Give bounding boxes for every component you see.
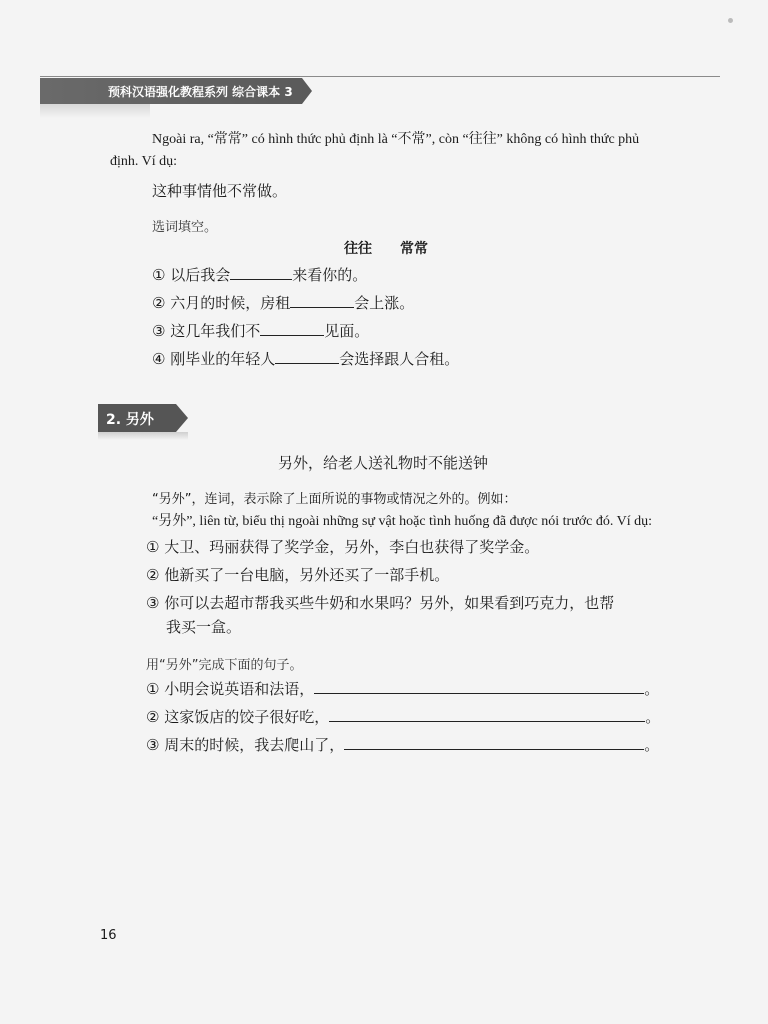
item-number: ① (152, 266, 166, 284)
item-text-before: 这几年我们不 (170, 322, 261, 340)
item-text: 小明会说英语和法语， (164, 680, 315, 698)
item-number: ③ (146, 594, 160, 612)
example-text: 大卫、玛丽获得了奖学金，另外，李白也获得了奖学金。 (164, 538, 540, 556)
exercise1-item-1 (152, 264, 367, 285)
exercise2-item-3 (146, 734, 659, 755)
item-number: ② (146, 566, 160, 584)
section2-title: 另外，给老人送礼物时不能送钟 (278, 454, 489, 472)
fill-blank[interactable] (290, 307, 354, 308)
item-end: 。 (644, 680, 660, 698)
exercise1-item-3 (152, 320, 369, 341)
page-number: 16 (100, 928, 117, 943)
example-2 (146, 564, 449, 585)
fill-blank[interactable] (230, 279, 292, 280)
section-tag-shadow (98, 432, 188, 440)
example-1 (146, 536, 539, 557)
note-line-2: định. Ví dụ: (110, 154, 178, 169)
item-number: ③ (152, 322, 166, 340)
item-text-after: 见面。 (324, 322, 370, 340)
item-text-before: 刚毕业的年轻人 (170, 350, 276, 368)
item-end: 。 (645, 708, 661, 726)
item-number: ② (146, 708, 160, 726)
exercise2-item-2 (146, 706, 660, 727)
example-3 (146, 592, 614, 613)
item-text-after: 会选择跟人合租。 (339, 350, 460, 368)
item-end: 。 (644, 736, 660, 754)
item-number: ③ (146, 736, 160, 754)
item-text: 这家饭店的饺子很好吃， (164, 708, 330, 726)
item-number: ① (146, 680, 160, 698)
section2-explain-vi: “另外”, liên từ, biểu thị ngoài những sự vật hoặc tình huống đã được nói trước đó. Ví dụ: (152, 514, 653, 529)
answer-line[interactable] (314, 693, 644, 694)
answer-line[interactable] (344, 749, 644, 750)
exercise1-instruction: 选词填空。 (152, 220, 218, 235)
item-text: 周末的时候，我去爬山了， (164, 736, 345, 754)
fill-blank[interactable] (260, 335, 324, 336)
section2-explain-zh: “另外”，连词，表示除了上面所说的事物或情况之外的。例如： (152, 492, 517, 507)
section-tag-label: 2. 另外 (106, 412, 154, 428)
exercise1-item-4 (152, 348, 459, 369)
answer-line[interactable] (329, 721, 645, 722)
example-text: 你可以去超市帮我买些牛奶和水果吗？另外，如果看到巧克力，也帮 (164, 594, 615, 612)
header-shadow (40, 104, 150, 118)
exercise2-item-1 (146, 678, 659, 699)
item-number: ④ (152, 350, 166, 368)
item-number: ② (152, 294, 166, 312)
item-text-before: 六月的时候，房租 (170, 294, 291, 312)
note-line-1: Ngoài ra, “常常” có hình thức phủ định là “不常”, còn “往往” không có hình thức phủ (152, 132, 640, 147)
note-example: 这种事情他不常做。 (152, 182, 288, 200)
example-3-continued: 我买一盒。 (166, 618, 242, 636)
series-title: 预科汉语强化教程系列 综合课本 3 (108, 85, 293, 99)
example-text: 他新买了一台电脑，另外还买了一部手机。 (164, 566, 450, 584)
item-text-after: 来看你的。 (292, 266, 368, 284)
item-number: ① (146, 538, 160, 556)
item-text-after: 会上涨。 (354, 294, 415, 312)
header-rule (40, 76, 720, 77)
item-text-before: 以后我会 (170, 266, 231, 284)
word-bank: 往往 常常 (344, 241, 428, 257)
fill-blank[interactable] (275, 363, 339, 364)
exercise1-item-2 (152, 292, 414, 313)
scan-speck (728, 18, 733, 23)
exercise2-instruction: 用“另外”完成下面的句子。 (146, 658, 303, 673)
